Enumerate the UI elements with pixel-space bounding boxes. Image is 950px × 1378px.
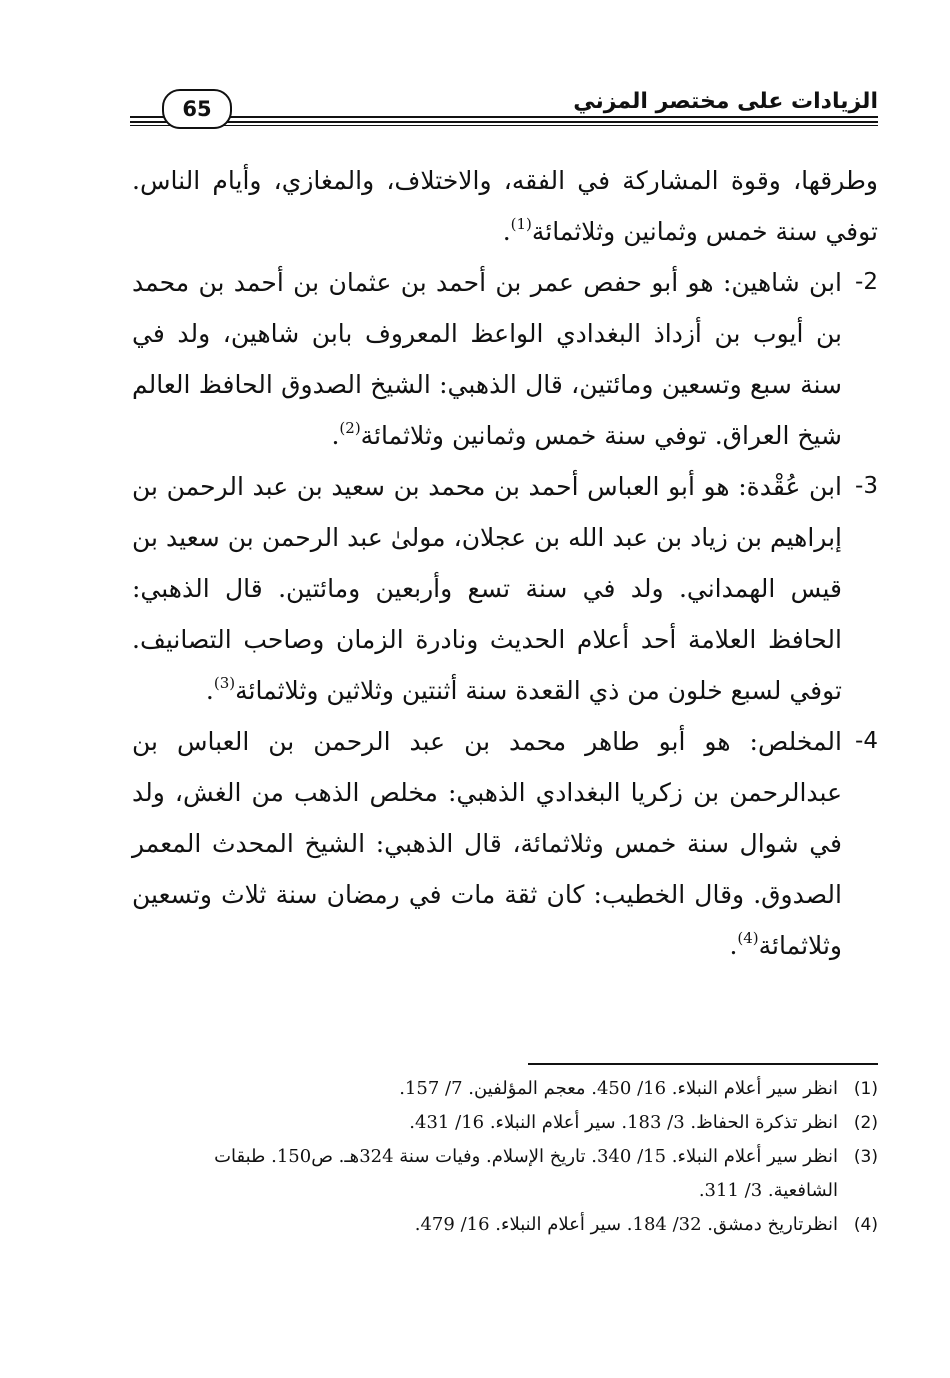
- intro-end: .: [502, 217, 511, 246]
- header-rule-middle: [130, 121, 878, 123]
- book-title: الزيادات على مختصر المزني: [573, 89, 878, 114]
- page-number-badge: 65: [162, 89, 232, 129]
- entry-item-2: [132, 257, 878, 461]
- intro-text: وطرقها، وقوة المشاركة في الفقه، والاختلاف، والمغازي، وأيام الناس. توفي سنة خمس وثمانين وثلاثمائة: [132, 166, 878, 246]
- footnote-item: [150, 1106, 878, 1140]
- footnote-text: انظر سير أعلام النبلاء. 16/ 450. معجم المؤلفين. 7/ 157.: [399, 1078, 838, 1099]
- entry-number: 4-: [855, 728, 878, 754]
- entry-end: .: [205, 676, 214, 705]
- footnote-item: [150, 1208, 878, 1242]
- footnote-ref: (2): [339, 419, 361, 437]
- intro-paragraph: [132, 155, 878, 257]
- footnote-item: [150, 1072, 878, 1106]
- entry-end: .: [729, 931, 738, 960]
- footnote-number: (3): [853, 1147, 878, 1167]
- footnote-number: (4): [853, 1215, 878, 1235]
- entry-item-3: [132, 461, 878, 716]
- footnote-text: انظر سير أعلام النبلاء. 15/ 340. تاريخ الإسلام. وفيات سنة 324هـ. ص150. طبقات الشافعية. 3/ 311.: [214, 1146, 838, 1201]
- footnote-text: انظر تذكرة الحفاظ. 3/ 183. سير أعلام النبلاء. 16/ 431.: [409, 1112, 838, 1133]
- entry-text: المخلص: هو أبو طاهر محمد بن عبد الرحمن بن العباس بن عبدالرحمن بن زكريا البغدادي الذهبي: مخلص الذهب من الغش، ولد في شوال سنة خمس وثلاثمائة، قال الذهبي: الشيخ المحدث المعمر الصدوق. وقال الخطيب: كان ثقة مات في رمضان سنة ثلاث وتسعين وثلاثمائة: [132, 727, 842, 960]
- footnote-number: (1): [853, 1079, 878, 1099]
- footnote-separator: [528, 1063, 878, 1065]
- page-header: [130, 82, 878, 132]
- entry-number: 2-: [855, 269, 878, 295]
- footnote-ref: (4): [737, 929, 759, 947]
- entry-end: .: [331, 421, 340, 450]
- footnote-item: [150, 1140, 878, 1208]
- entry-text: ابن شاهين: هو أبو حفص عمر بن أحمد بن عثمان بن أحمد بن محمد بن أيوب بن أزداذ البغدادي الواعظ المعروف بابن شاهين، ولد في سنة سبع وتسعين ومائتين، قال الذهبي: الشيخ الصدوق الحافظ العالم شيخ العراق. توفي سنة خمس وثمانين وثلاثمائة: [132, 268, 842, 450]
- footnotes: [150, 1072, 878, 1242]
- header-rule-bottom: [130, 125, 878, 126]
- entry-number: 3-: [855, 473, 878, 499]
- footnote-text: انظرتاريخ دمشق. 32/ 184. سير أعلام النبلاء. 16/ 479.: [414, 1214, 838, 1235]
- entry-text: ابن عُقْدة: هو أبو العباس أحمد بن محمد بن سعيد بن عبد الرحمن بن إبراهيم بن زياد بن عبد الله بن عجلان، مولىٰ عبد الرحمن بن سعيد بن قيس الهمداني. ولد في سنة تسع وأربعين ومائتين. قال الذهبي: الحافظ العلامة أحد أعلام الحديث ونادرة الزمان وصاحب التصانيف. توفي لسبع خلون من ذي القعدة سنة أثنتين وثلاثين وثلاثمائة: [132, 472, 842, 705]
- footnote-ref: (3): [213, 674, 236, 692]
- footnote-ref: (1): [510, 215, 532, 233]
- main-text: [132, 155, 878, 971]
- entry-item-4: [132, 716, 878, 971]
- footnote-number: (2): [853, 1113, 878, 1133]
